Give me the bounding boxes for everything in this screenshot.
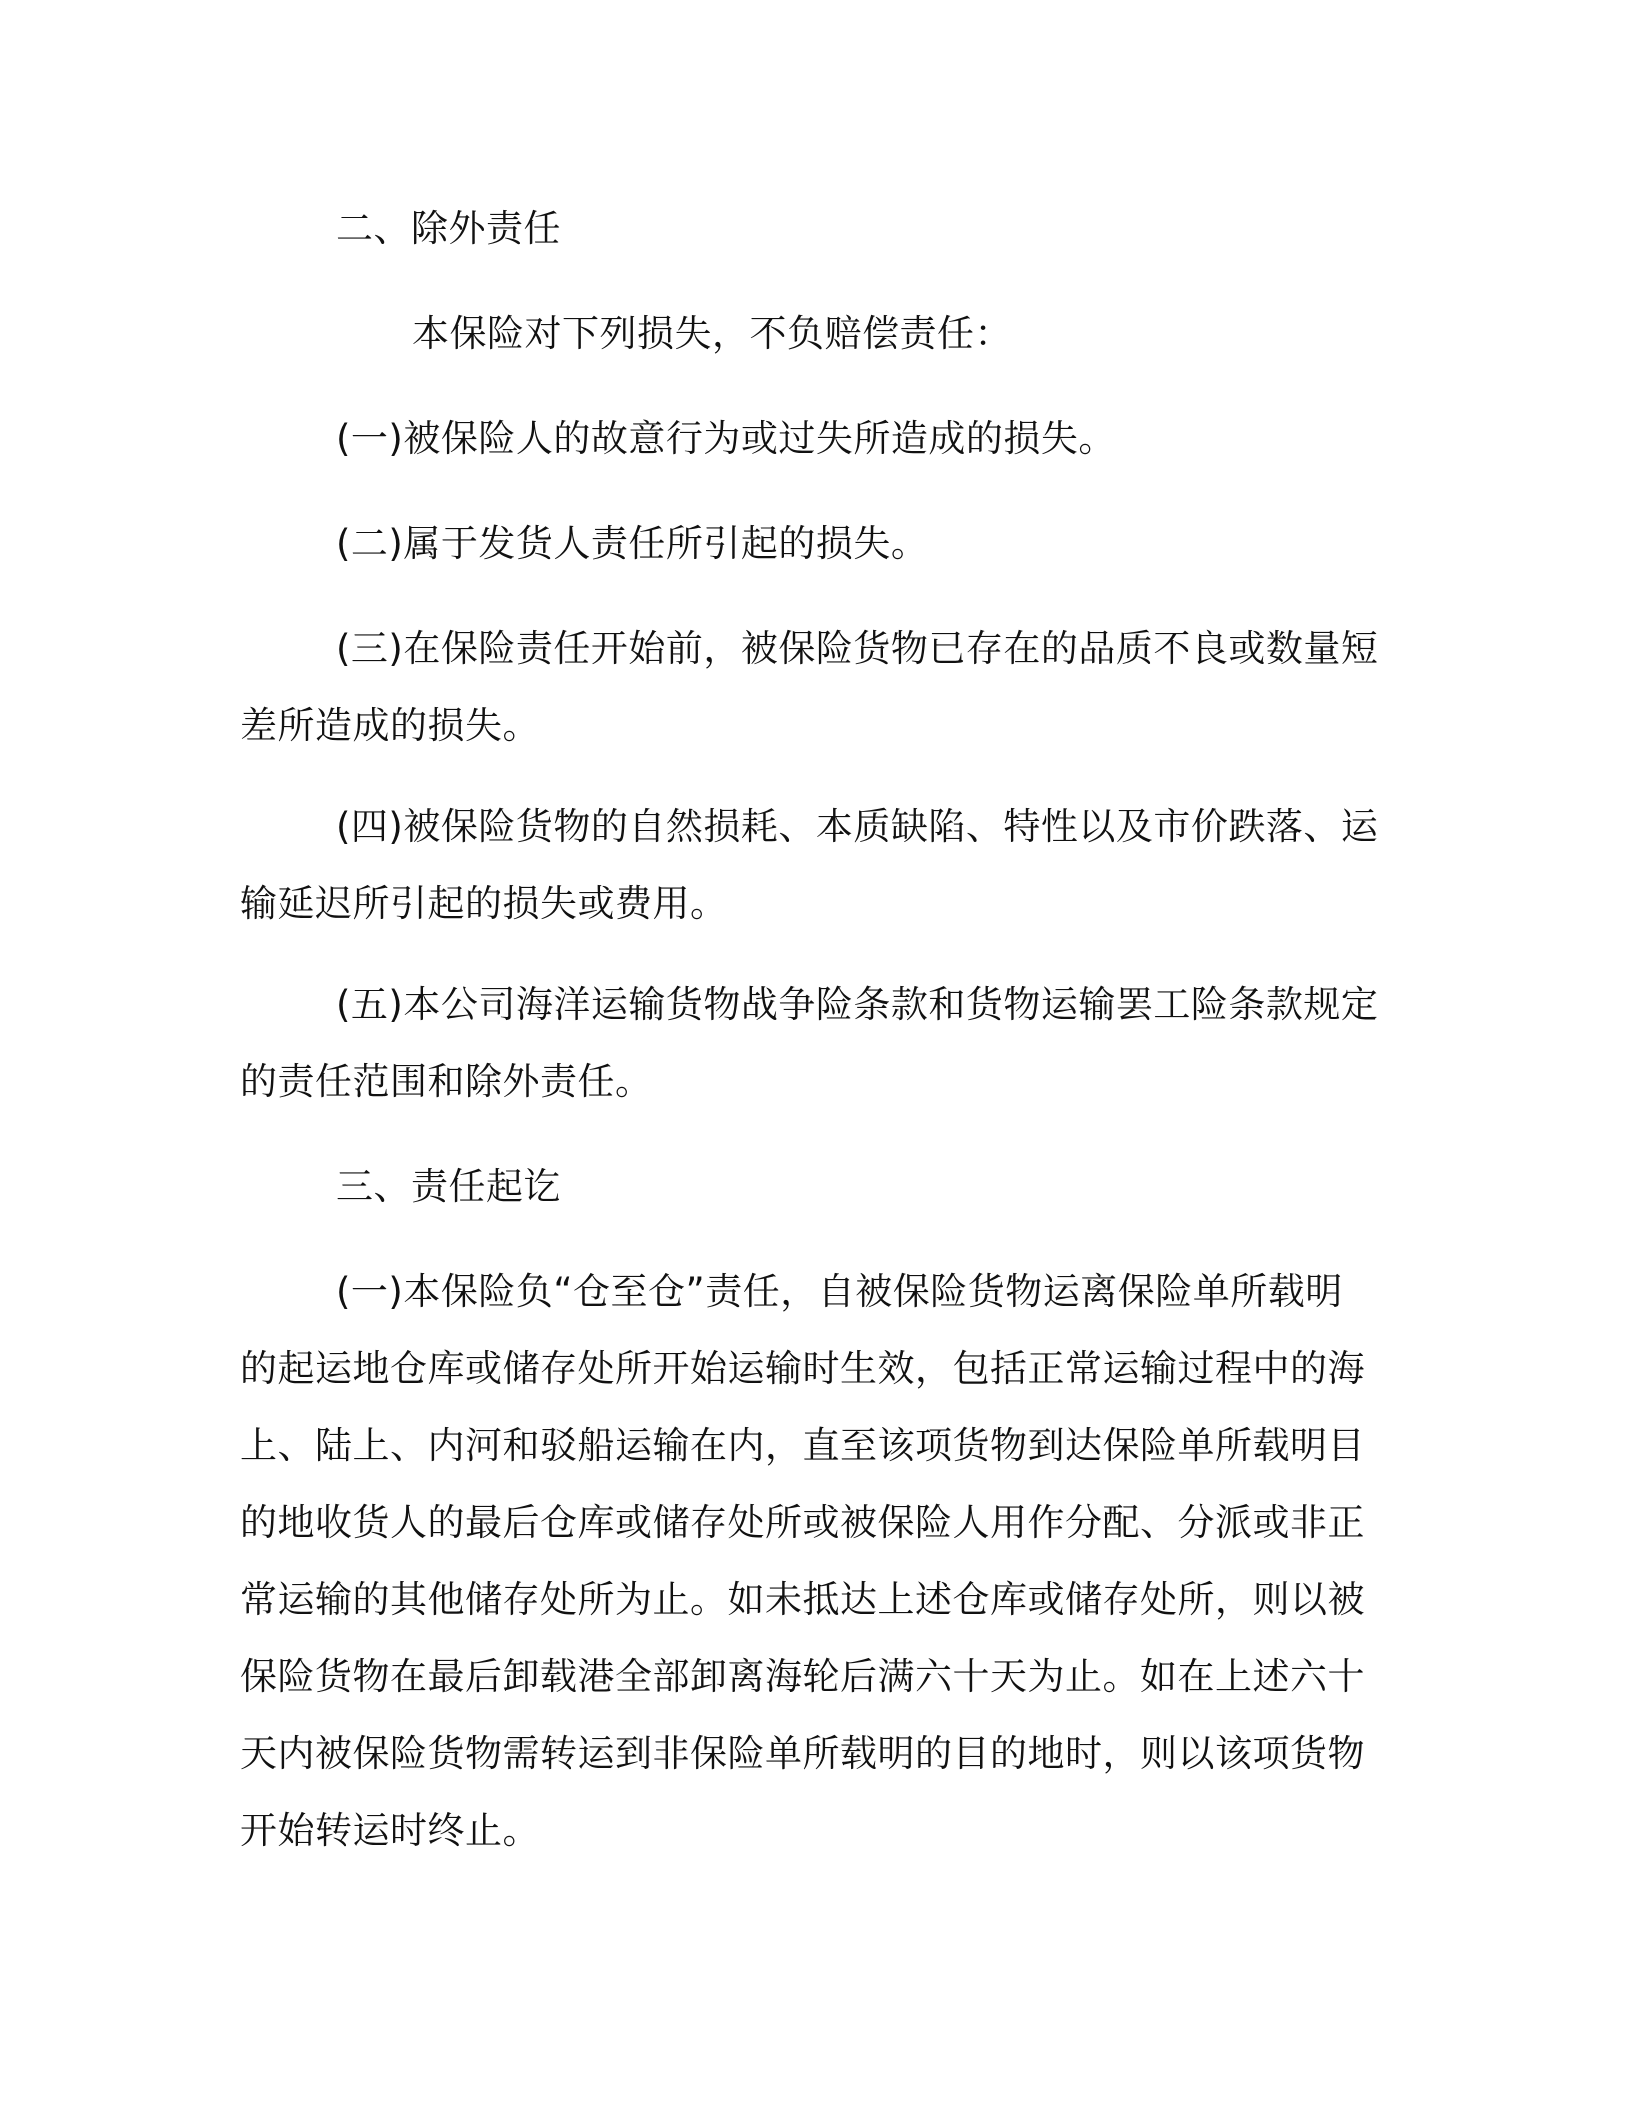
section-heading-exclusions: 二、除外责任	[336, 207, 561, 250]
paragraph-line: 的责任范围和除外责任。	[240, 1060, 653, 1103]
paragraph-line: (一)本保险负“仓至仓”责任，自被保险货物运离保险单所载明	[336, 1270, 1343, 1313]
coverage-item-1	[240, 1253, 1370, 1869]
paragraph-line: 保险货物在最后卸载港全部卸离海轮后满六十天为止。如在上述六十	[240, 1655, 1365, 1698]
exclusion-item-3	[240, 610, 1379, 764]
paragraph-line: 输延迟所引起的损失或费用。	[240, 882, 728, 925]
paragraph-line: (一)被保险人的故意行为或过失所造成的损失。	[336, 417, 1116, 460]
section-heading-coverage-period: 三、责任起讫	[336, 1165, 561, 1208]
paragraph-line: (三)在保险责任开始前，被保险货物已存在的品质不良或数量短	[336, 627, 1379, 670]
exclusion-item-1	[240, 400, 1370, 477]
exclusion-item-5	[240, 966, 1379, 1120]
paragraph-line: 差所造成的损失。	[240, 704, 540, 747]
document-body	[240, 190, 1379, 1869]
paragraph-line: 天内被保险货物需转运到非保险单所载明的目的地时，则以该项货物	[240, 1732, 1365, 1775]
exclusions-intro: 本保险对下列损失，不负赔偿责任：	[412, 312, 1012, 355]
exclusion-item-2	[240, 505, 1370, 582]
exclusion-item-4	[240, 788, 1379, 942]
paragraph-line: 常运输的其他储存处所为止。如未抵达上述仓库或储存处所，则以被	[240, 1578, 1365, 1621]
paragraph-line: 开始转运时终止。	[240, 1809, 540, 1852]
paragraph-line: 上、陆上、内河和驳船运输在内，直至该项货物到达保险单所载明目	[240, 1424, 1365, 1467]
paragraph-line: 的地收货人的最后仓库或储存处所或被保险人用作分配、分派或非正	[240, 1501, 1365, 1544]
paragraph-line: (二)属于发货人责任所引起的损失。	[336, 522, 929, 565]
paragraph-line: (四)被保险货物的自然损耗、本质缺陷、特性以及市价跌落、运	[336, 805, 1379, 848]
paragraph-line: 的起运地仓库或储存处所开始运输时生效，包括正常运输过程中的海	[240, 1347, 1365, 1390]
paragraph-line: (五)本公司海洋运输货物战争险条款和货物运输罢工险条款规定	[336, 983, 1379, 1026]
